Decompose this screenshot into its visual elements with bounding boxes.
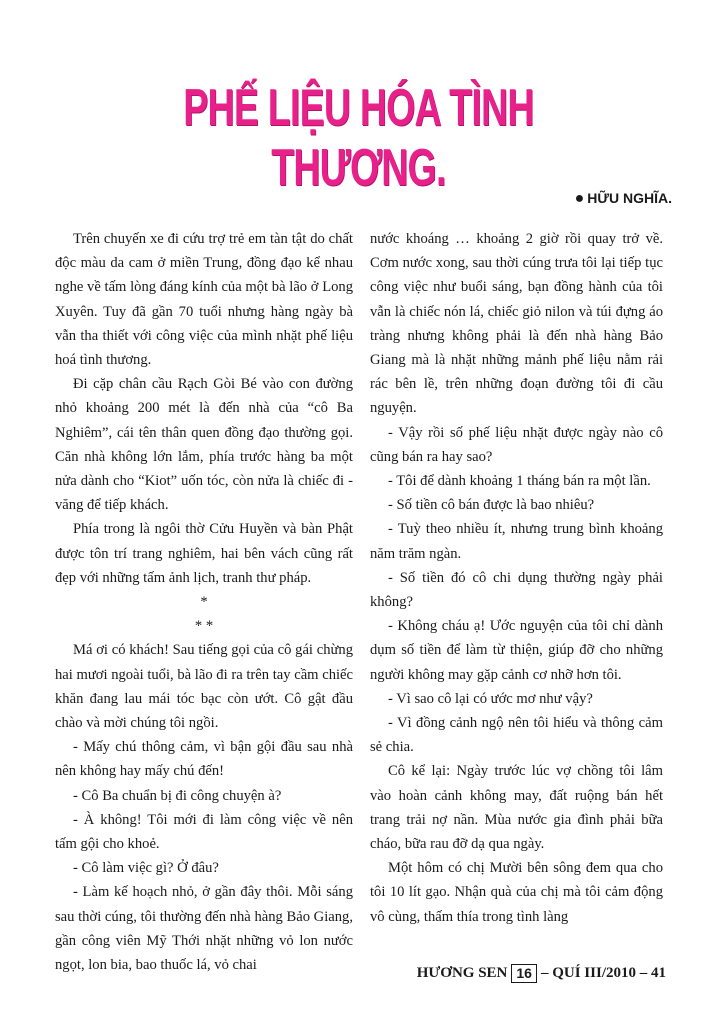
paragraph: - Số tiền đó cô chi dụng thường ngày phải không? [370,569,663,611]
section-separator-star: * [200,594,208,611]
paragraph: - Làm kế hoạch nhỏ, ở gần đây thôi. Mỗi sáng sau thời cúng, tôi thường đến nhà hàng Bảo Giang, gần công viên Mỹ Thới nhặt những vỏ lon nước ngọt, lon bia, bao thuốc lá, vỏ chai [55,884,353,974]
section-separator-stars: * * [194,618,214,635]
paragraph: - À không! Tôi mới đi làm công việc về nên tấm gội cho khoẻ. [55,811,353,853]
paragraph: - Vì sao cô lại có ước mơ như vậy? [388,690,593,707]
paragraph: - Cô làm việc gì? Ở đâu? [73,860,219,877]
paragraph: Má ơi có khách! Sau tiếng gọi của cô gái chừng hai mươi ngoài tuổi, bà lão đi ra trên tay cầm chiếc khăn đang lau mái tóc bạc còn ướt. Cô gật đầu chào và mời chúng tôi ngồi. [55,642,353,732]
bullet-icon: ● [574,190,585,207]
paragraph: - Không cháu ạ! Ước nguyện của tôi chỉ dành dụm số tiền để làm từ thiện, giúp đỡ cho những người không may gặp cảnh cơ nhỡ hơn tôi. [370,618,663,683]
paragraph: - Vậy rồi số phế liệu nhặt được ngày nào cô cũng bán ra hay sao? [370,424,663,465]
article-title: PHẾ LIỆU HÓA TÌNH THƯƠNG. [183,79,534,197]
paragraph: Đi cặp chân cầu Rạch Gòi Bé vào con đường nhỏ khoảng 200 mét là đến nhà của “cô Ba Nghiêm”, cái tên thân quen đồng đạo thường gọi. Căn nhà không lớn lắm, phía trước hàng ba một nửa dành cho “Kiot” uốn tóc, còn nửa là chiếc đi - văng để tiếp khách. [55,376,353,514]
paragraph: Trên chuyến xe đi cứu trợ trẻ em tàn tật do chất độc màu da cam ở miền Trung, đồng đạo kể nhau nghe về tấm lòng đáng kính của một bà lão ở Long Xuyên. Tuy đã gần 70 tuổi nhưng hàng ngày bà vẫn tha thiết với công việc của mình nhặt phế liệu hoá tình thương. [55,231,353,369]
paragraph: - Cô Ba chuẩn bị đi công chuyện à? [73,787,282,804]
paragraph: - Mấy chú thông cảm, vì bận gội đầu sau nhà nên không hay mấy chú đến! [55,739,353,780]
article-author [575,190,672,208]
paragraph: - Tuỳ theo nhiều ít, nhưng trung bình khoảng năm trăm ngàn. [370,521,663,562]
paragraph: Cô kể lại: Ngày trước lúc vợ chồng tôi lâm vào hoàn cảnh không may, đất ruộng bán hết trang trải nợ nần. Mùa nước gia đình phải bữa cháo, bữa rau đỡ dạ qua ngày. [370,763,663,853]
paragraph: Một hôm có chị Mười bên sông đem qua cho tôi 10 lít gạo. Nhận quà của chị mà tôi cảm động vô cùng, thấm thía trong tình làng [370,860,663,925]
magazine-name: HƯƠNG SEN [416,965,508,981]
paragraph: nước khoáng … khoảng 2 giờ rồi quay trở về. Cơm nước xong, sau thời cúng trưa tôi lại tiếp tục công việc như buổi sáng, bạn đồng hành của tôi vẫn là chiếc nón lá, chiếc giỏ nilon và túi đựng áo tràng nhưng không phải là đến nhà hàng Bảo Giang mà là nhặt những mảnh phế liệu nằm rải rác bên lề, trên những đoạn đường tôi đi cầu nguyện. [370,231,663,417]
paragraph: - Vì đồng cảnh ngộ nên tôi hiểu và thông cảm sẻ chia. [370,715,663,756]
paragraph: - Tôi để dành khoảng 1 tháng bán ra một lần. [388,473,651,490]
page-footer [417,964,666,983]
right-column [370,227,663,929]
issue-number-badge: 16 [511,964,537,983]
paragraph: Phía trong là ngôi thờ Cửu Huyền và bàn Phật được tôn trí trang nghiêm, hai bên vách cũng rất đẹp với những tấm ảnh lịch, tranh thư pháp. [55,521,353,586]
paragraph: - Số tiền cô bán được là bao nhiêu? [388,497,595,514]
issue-period-page: – QUÍ III/2010 – 41 [540,965,666,981]
author-name: HỮU NGHĨA. [587,190,672,206]
left-column [55,227,353,977]
